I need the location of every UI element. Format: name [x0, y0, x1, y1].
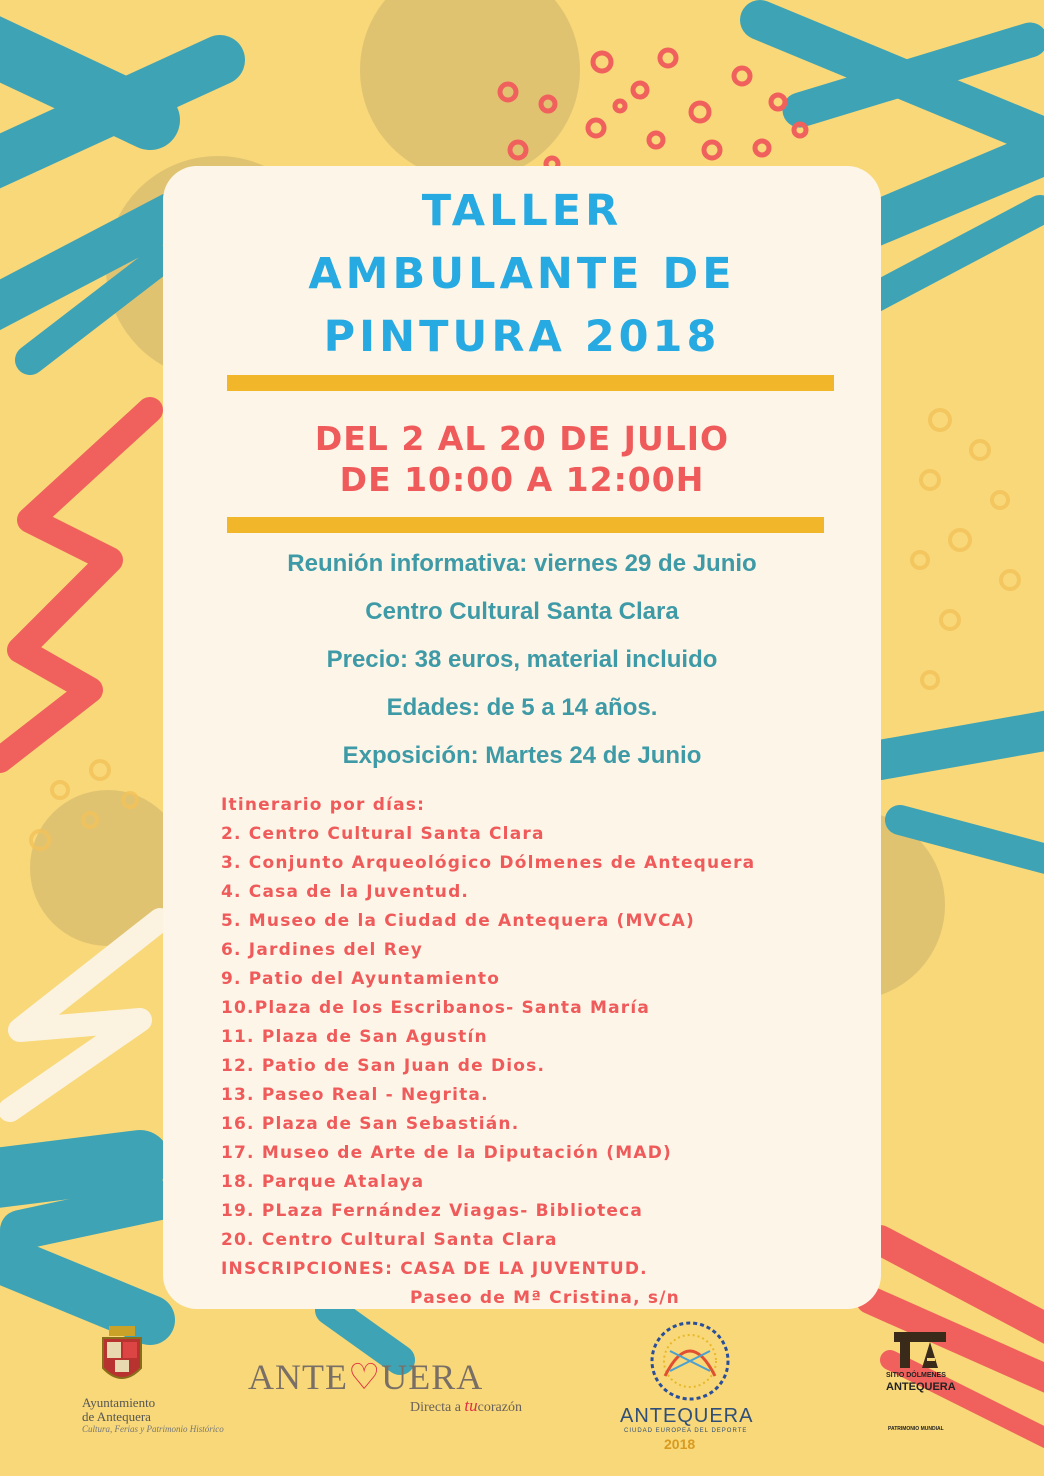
itinerary-item: 2. Centro Cultural Santa Clara	[221, 824, 545, 844]
dolmen-icon	[892, 1330, 948, 1370]
time-range: DE 10:00 A 12:00H	[339, 460, 705, 499]
itinerary-item: 6. Jardines del Rey	[221, 940, 423, 960]
divider-bar-bottom	[227, 517, 824, 533]
itinerary-item: 19. PLaza Fernández Viagas- Biblioteca	[221, 1201, 644, 1221]
ayuntamiento-line-3: Cultura, Ferias y Patrimonio Histórico	[82, 1424, 224, 1434]
registration-address: Paseo de Mª Cristina, s/n	[410, 1288, 680, 1308]
info-venue: Centro Cultural Santa Clara	[365, 598, 679, 625]
title-line-2: AMBULANTE DE	[308, 249, 736, 299]
star-ring-icon	[645, 1316, 735, 1406]
dolmenes-line-1: SITIO DÓLMENES	[886, 1372, 946, 1379]
dolmenes-line-2: ANTEQUERA	[886, 1381, 956, 1393]
registration-line: INSCRIPCIONES: CASA DE LA JUVENTUD.	[221, 1259, 648, 1279]
itinerary-item: 10.Plaza de los Escribanos- Santa María	[221, 998, 651, 1018]
itinerary-item: 18. Parque Atalaya	[221, 1172, 425, 1192]
date-range: DEL 2 AL 20 DE JULIO	[314, 419, 730, 458]
ayuntamiento-line-1: Ayuntamiento	[82, 1395, 156, 1410]
bg-circle	[360, 0, 580, 180]
title-line-1: TALLER	[421, 186, 623, 236]
info-meeting: Reunión informativa: viernes 29 de Junio	[287, 550, 757, 577]
itinerary-item: 12. Patio de San Juan de Dios.	[221, 1056, 546, 1076]
brand-tagline-tu: tu	[464, 1396, 478, 1415]
info-exhibition: Exposición: Martes 24 de Junio	[342, 742, 702, 769]
title-line-3: PINTURA 2018	[323, 312, 721, 362]
itinerary-item: 17. Museo de Arte de la Diputación (MAD)	[221, 1143, 673, 1163]
itinerary-item: 16. Plaza de San Sebastián.	[221, 1114, 520, 1134]
sport-year: 2018	[664, 1436, 696, 1452]
ayuntamiento-line-2: de Antequera	[82, 1409, 151, 1424]
brand-tagline-start: Directa a	[410, 1400, 465, 1415]
itinerary-item: 13. Paseo Real - Negrita.	[221, 1085, 489, 1105]
dolmenes-line-3: PATRIMONIO MUNDIAL	[888, 1426, 944, 1432]
brand-tagline-end: corazón	[477, 1400, 522, 1415]
coral-zigzag	[0, 410, 150, 760]
itinerary-item: 11. Plaza de San Agustín	[221, 1027, 488, 1047]
itinerary-item: 9. Patio del Ayuntamiento	[221, 969, 501, 989]
heart-icon: ♡	[347, 1357, 382, 1397]
white-squiggle	[10, 920, 160, 1110]
itinerary-item: 3. Conjunto Arqueológico Dólmenes de Antequera	[221, 853, 756, 873]
brand-word-left: ANTE	[248, 1357, 348, 1397]
crest-icon	[99, 1326, 145, 1390]
divider-bar-top	[227, 375, 834, 391]
itinerary-heading: Itinerario por días:	[221, 795, 426, 815]
info-price: Precio: 38 euros, material incluido	[326, 646, 718, 673]
itinerary-item: 4. Casa de la Juventud.	[221, 882, 470, 902]
itinerary-item: 5. Museo de la Ciudad de Antequera (MVCA)	[221, 911, 695, 931]
sport-subtitle: CIUDAD EUROPEA DEL DEPORTE	[624, 1428, 748, 1434]
info-ages: Edades: de 5 a 14 años.	[386, 694, 658, 721]
sport-name: ANTEQUERA	[620, 1405, 754, 1427]
brand-word-right: UERA	[381, 1357, 484, 1397]
itinerary-item: 20. Centro Cultural Santa Clara	[221, 1230, 558, 1250]
